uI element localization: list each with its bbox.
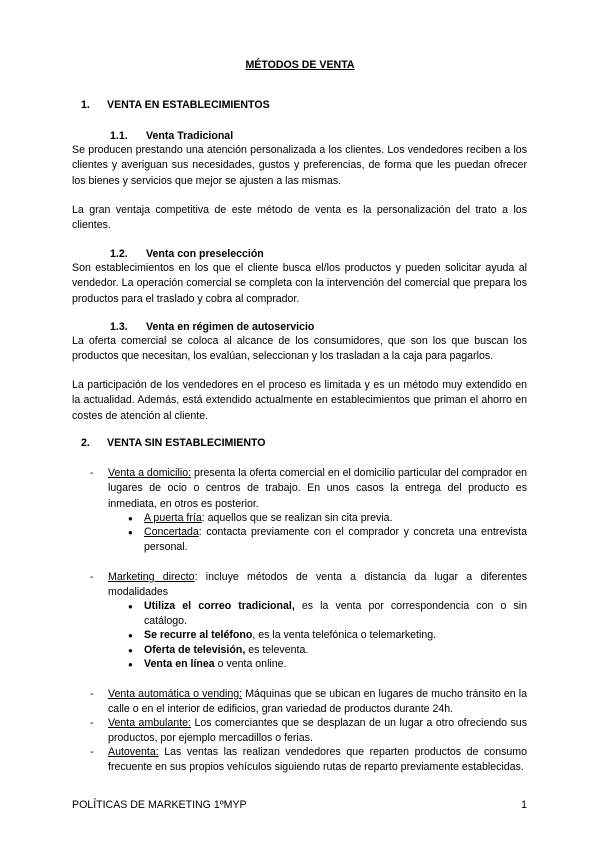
- section-number: 1.: [81, 99, 90, 111]
- bullet-icon: ●: [128, 602, 133, 611]
- bullet-icon: ●: [128, 660, 133, 669]
- list-item-description: Los comerciantes que se desplazan de un lugar a otro ofreciendo sus productos, por ejemplo mercadillos o ferias.: [108, 717, 527, 745]
- paragraph: La gran ventaja competitiva de este método de venta es la personalización del trato a los clientes.: [72, 204, 527, 232]
- dash-marker: -: [90, 688, 94, 700]
- bullet-term: Utiliza el correo tradicional,: [144, 600, 295, 612]
- dash-marker: -: [90, 717, 94, 729]
- list-item-text: [108, 466, 527, 512]
- dash-marker: -: [90, 746, 94, 758]
- page-number: 1: [521, 799, 527, 811]
- bullet-term: A puerta fría: [144, 512, 202, 524]
- subsection-number: 1.1.: [110, 130, 128, 142]
- paragraph: Se producen prestando una atención personalizada a los clientes. Los vendedores reciben a los clientes y averiguan sus necesidades, gustos y preferencias, de forma que les puedan ofrecer los bienes y servicios que mejor se ajusten a las mismas.: [72, 144, 527, 187]
- list-item-term: Venta automática o vending:: [108, 688, 243, 700]
- subsection-number: 1.2.: [110, 248, 128, 260]
- bullet-description: , es la venta telefónica o telemarketing.: [252, 629, 437, 641]
- subsection-title: Venta en régimen de autoservicio: [146, 321, 315, 333]
- footer-course-label: POLÍTICAS DE MARKETING 1ºMYP: [72, 799, 247, 811]
- subsection-title: Venta con preselección: [146, 248, 264, 260]
- bullet-description: : aquellos que se realizan sin cita previa.: [201, 512, 393, 524]
- list-item-description: Las ventas las realizan vendedores que reparten productos de consumo frecuente en sus propios vehículos siguiendo rutas de reparto previamente establecidas.: [108, 746, 527, 774]
- list-item-text: [108, 570, 527, 601]
- bullet-description: es la venta por correspondencia con o sin catálogo.: [144, 600, 527, 628]
- bullet-icon: ●: [128, 646, 133, 655]
- paragraph: La participación de los vendedores en el proceso es limitada y es un método muy extendido en la actualidad. Además, está extendido actualmente en establecimientos que priman el ahorro en costes de atención al cliente.: [72, 379, 527, 422]
- dash-marker: -: [90, 467, 94, 479]
- list-item-description: presenta la oferta comercial en el domicilio particular del comprador en lugares de ocio o centros de trabajo. En unos casos la entrega del producto es inmediata, en otros es posterior.: [108, 467, 527, 510]
- subsection-number: 1.3.: [110, 321, 128, 333]
- bullet-description: es televenta.: [245, 644, 309, 656]
- bullet-term: Concertada: [144, 526, 199, 538]
- bullet-icon: ●: [128, 631, 133, 640]
- dash-marker: -: [90, 571, 94, 583]
- list-item-term: Autoventa:: [108, 746, 159, 758]
- paragraph: Son establecimientos en los que el cliente busca el/los productos y pueden solicitar ayuda al vendedor. La operación comercial se completa con la intervención del comercial que prepara los productos para el traslado y cobra al comprador.: [72, 262, 527, 305]
- paragraph: La oferta comercial se coloca al alcance de los consumidores, que son los que buscan los productos que necesitan, los evalúan, seleccionan y los trasladan a la caja para pagarlos.: [72, 335, 527, 363]
- bullet-term: Oferta de televisión,: [144, 644, 246, 656]
- list-item-text: [108, 716, 527, 747]
- list-item-description: Máquinas que se ubican en lugares de mucho tránsito en la calle o en el interior de edificios, gran variedad de productos durante 24h.: [108, 688, 527, 716]
- subsection-title: Venta Tradicional: [146, 130, 234, 142]
- list-item-text: [108, 745, 527, 776]
- section-number: 2.: [81, 437, 90, 449]
- bullet-description: o venta online.: [214, 658, 287, 670]
- page-title: MÉTODOS DE VENTA: [245, 59, 355, 71]
- section-1-heading: [81, 98, 270, 113]
- bullet-term: Se recurre al teléfono: [144, 629, 253, 641]
- bullet-icon: ●: [128, 514, 133, 523]
- section-2-heading: [81, 436, 266, 451]
- list-item-term: Venta ambulante:: [108, 717, 191, 729]
- section-title: VENTA EN ESTABLECIMIENTOS: [107, 99, 270, 111]
- list-item-text: [108, 687, 527, 718]
- list-item-term: Venta a domicilio:: [108, 467, 192, 479]
- bullet-term: Venta en línea: [144, 658, 215, 670]
- list-item-description: : incluye métodos de venta a distancia da lugar a diferentes modalidades: [108, 571, 527, 599]
- list-item-term: Marketing directo: [108, 571, 195, 583]
- bullet-description: : contacta previamente con el comprador y concreta una entrevista personal.: [144, 526, 527, 554]
- bullet-icon: ●: [128, 528, 133, 537]
- section-title: VENTA SIN ESTABLECIMIENTO: [107, 437, 266, 449]
